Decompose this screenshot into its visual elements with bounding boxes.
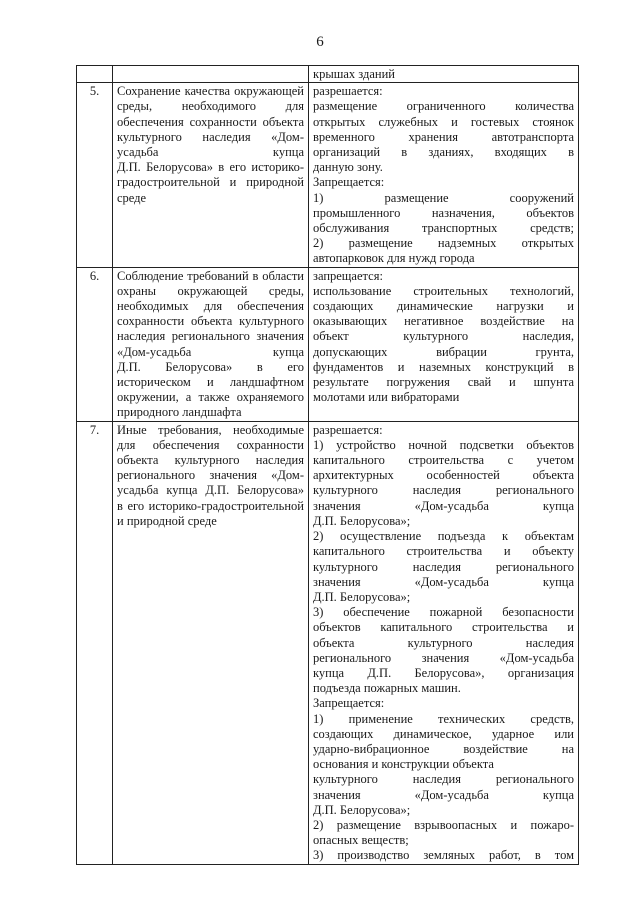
- requirement-line: культурного наследия «Дом-: [117, 129, 304, 144]
- requirement-line: обеспечения сохранности объекта: [117, 114, 304, 129]
- rules-line: результате погружения свай и шпунта: [313, 375, 574, 390]
- rules-line: основания и конструкции объекта: [313, 757, 494, 772]
- requirement-line: регионального значения «Дом-: [117, 468, 304, 483]
- zone-requirements-table: [76, 65, 579, 865]
- rules-line: подъезда пожарных машин.: [313, 681, 461, 696]
- rules-line: объекта культурного наследия: [313, 635, 574, 650]
- rules-line: автопарковок для нужд города: [313, 251, 475, 266]
- row-number: 5.: [77, 83, 113, 267]
- rules-line: размещение ограниченного количества: [313, 99, 574, 114]
- continuation-row: [77, 66, 579, 83]
- table-row: [77, 267, 579, 421]
- continuation-req-cell: [113, 66, 309, 83]
- requirement-line: охраны окружающей среды,: [117, 283, 304, 298]
- rules-cell: [309, 267, 579, 421]
- rules-line: запрещается:: [313, 268, 383, 283]
- rules-line: объект культурного наследия,: [313, 329, 574, 344]
- rules-cell: [309, 421, 579, 864]
- rules-line: Запрещается:: [313, 175, 385, 190]
- requirement-line: Соблюдение требований в области: [117, 268, 304, 283]
- requirement-line: Д.П. Белорусова» в его историко-: [117, 160, 304, 175]
- continuation-text: крышах зданий: [313, 67, 395, 81]
- requirement-line: объекта культурного наследия: [117, 453, 304, 468]
- rules-cell: [309, 83, 579, 267]
- rules-line: 3) производство земляных работ, в том: [313, 848, 574, 863]
- requirement-line: Д.П. Белорусова» в его: [117, 359, 304, 374]
- rules-line: капитального строительства с учетом: [313, 453, 574, 468]
- rules-line: промышленного назначения, объектов: [313, 205, 574, 220]
- requirement-line: усадьба купца: [117, 145, 304, 160]
- requirement-line: и природной среде: [117, 513, 217, 528]
- rules-line: использование строительных технологий,: [313, 283, 574, 298]
- rules-line: культурного наследия регионального: [313, 483, 574, 498]
- rules-line: временного хранения автотранспорта: [313, 129, 574, 144]
- rules-line: 2) осуществление подъезда к объектам: [313, 529, 574, 544]
- row-number: 7.: [77, 421, 113, 864]
- requirement-line: сохранности объекта культурного: [117, 314, 304, 329]
- rules-line: ударно-вибрационное воздействие на: [313, 741, 574, 756]
- rules-line: 1) применение технических средств,: [313, 711, 574, 726]
- rules-line: разрешается:: [313, 84, 383, 99]
- rules-line: допускающих вибрации грунта,: [313, 344, 574, 359]
- rules-line: капитального строительства и объекту: [313, 544, 574, 559]
- rules-line: культурного наследия регионального: [313, 559, 574, 574]
- requirement-cell: [113, 421, 309, 864]
- rules-line: создающих динамические нагрузки и: [313, 299, 574, 314]
- rules-line: 2) размещение взрывоопасных и пожаро-: [313, 817, 574, 832]
- rules-line: регионального значения «Дом-усадьба: [313, 650, 574, 665]
- rules-line: 1) устройство ночной подсветки объектов: [313, 437, 574, 452]
- rules-line: 1) размещение сооружений: [313, 190, 574, 205]
- table-row: [77, 421, 579, 864]
- requirement-line: среды, необходимого для: [117, 99, 304, 114]
- rules-line: создающих динамическое, ударное или: [313, 726, 574, 741]
- requirement-line: для обеспечения сохранности: [117, 437, 304, 452]
- rules-line: опасных веществ;: [313, 833, 409, 848]
- rules-line: купца Д.П. Белорусова», организация: [313, 665, 574, 680]
- rules-line: архитектурных особенностей объекта: [313, 468, 574, 483]
- requirement-line: наследия регионального значения: [117, 329, 304, 344]
- rules-line: оказывающих негативное воздействие на: [313, 314, 574, 329]
- row-number: 6.: [77, 267, 113, 421]
- continuation-num-cell: [77, 66, 113, 83]
- rules-line: значения «Дом-усадьба купца: [313, 574, 574, 589]
- requirement-line: среде: [117, 190, 147, 205]
- rules-line: открытых служебных и гостевых стоянок: [313, 114, 574, 129]
- continuation-rule-cell: [309, 66, 579, 83]
- rules-line: данную зону.: [313, 160, 383, 175]
- rules-line: 3) обеспечение пожарной безопасности: [313, 605, 574, 620]
- requirement-line: Иные требования, необходимые: [117, 422, 304, 437]
- rules-line: объектов капитального строительства и: [313, 620, 574, 635]
- requirement-cell: [113, 83, 309, 267]
- requirement-cell: [113, 267, 309, 421]
- rules-line: Д.П. Белорусова»;: [313, 802, 411, 817]
- requirement-line: усадьба купца Д.П. Белорусова»: [117, 483, 304, 498]
- rules-line: культурного наследия регионального: [313, 772, 574, 787]
- requirement-line: необходимых для обеспечения: [117, 299, 304, 314]
- requirement-line: градостроительной и природной: [117, 175, 304, 190]
- requirement-line: природного ландшафта: [117, 405, 242, 420]
- requirement-line: «Дом-усадьба купца: [117, 344, 304, 359]
- rules-line: Д.П. Белорусова»;: [313, 513, 411, 528]
- rules-line: организаций в зданиях, входящих в: [313, 145, 574, 160]
- rules-line: значения «Дом-усадьба купца: [313, 498, 574, 513]
- rules-line: Д.П. Белорусова»;: [313, 589, 411, 604]
- requirement-line: окружении, а также охраняемого: [117, 390, 304, 405]
- requirement-line: историческом и ландшафтном: [117, 375, 304, 390]
- requirement-line: в его историко-градостроительной: [117, 498, 304, 513]
- rules-line: Запрещается:: [313, 696, 385, 711]
- rules-line: фундаментов и наземных конструкций в: [313, 359, 574, 374]
- rules-line: обслуживания транспортных средств;: [313, 221, 574, 236]
- page-number: 6: [316, 34, 324, 50]
- rules-line: разрешается:: [313, 422, 383, 437]
- rules-line: значения «Дом-усадьба купца: [313, 787, 574, 802]
- table-row: [77, 83, 579, 267]
- requirement-line: Сохранение качества окружающей: [117, 84, 304, 99]
- rules-line: 2) размещение надземных открытых: [313, 236, 574, 251]
- rules-line: молотами или вибраторами: [313, 390, 460, 405]
